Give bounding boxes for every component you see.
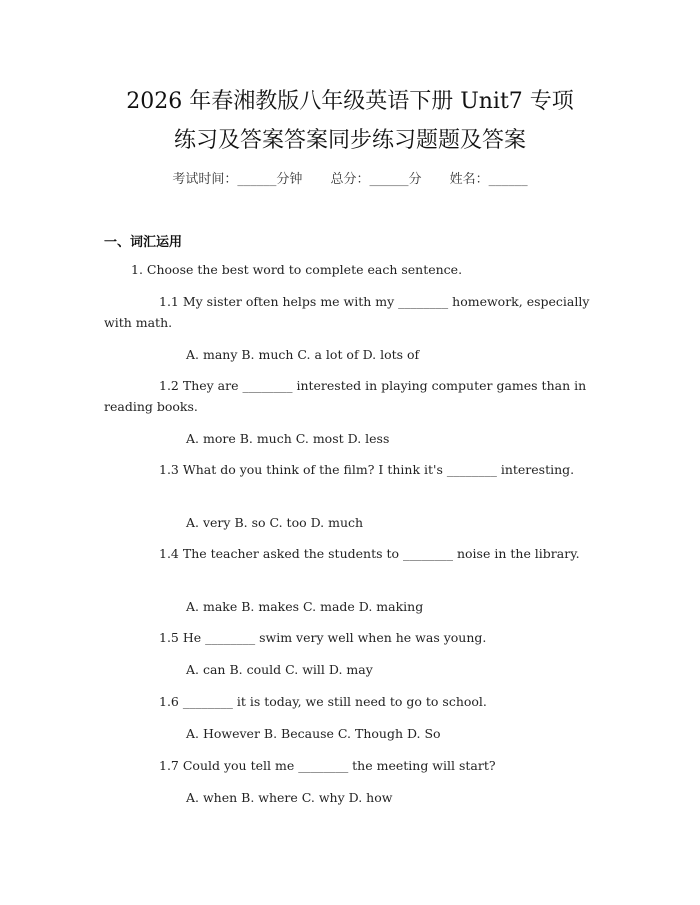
section-heading: 一、词汇运用 [104, 235, 183, 250]
exam-score: 总分：______分 [330, 172, 422, 187]
question-1-7: 1.7 Could you tell me ________ the meeting will start? [159, 758, 496, 773]
question-1-3: 1.3 What do you think of the film? I think it's ________ interesting. [159, 462, 575, 477]
question-1-5: 1.5 He ________ swim very well when he was young. [159, 630, 487, 645]
options-1-7: A. when B. where C. why D. how [186, 790, 393, 805]
options-1-6: A. However B. Because C. Though D. So [186, 726, 441, 741]
options-1-5: A. can B. could C. will D. may [186, 662, 373, 677]
student-name: 姓名：______ [449, 172, 528, 187]
question-1-1: 1.1 My sister often helps me with my ________ homework, especially with math. [104, 294, 590, 330]
options-1-4: A. make B. makes C. made D. making [186, 599, 424, 614]
document-title [60, 82, 640, 160]
question-1-6: 1.6 ________ it is today, we still need to go to school. [159, 694, 487, 709]
options-1-3: A. very B. so C. too D. much [186, 515, 364, 530]
options-1-1: A. many B. much C. a lot of D. lots of [186, 347, 420, 362]
section-instruction: 1. Choose the best word to complete each sentence. [131, 262, 463, 277]
options-1-2: A. more B. much C. most D. less [186, 431, 390, 446]
exam-info [0, 168, 700, 187]
title-line-1: 2026 年春湘教版八年级英语下册 Unit7 专项 [126, 89, 574, 114]
title-line-2: 练习及答案答案同步练习题题及答案 [173, 128, 526, 153]
question-1-2: 1.2 They are ________ interested in playing computer games than in reading books. [104, 378, 587, 414]
exam-time: 考试时间：______分钟 [172, 172, 303, 187]
question-1-4: 1.4 The teacher asked the students to ________ noise in the library. [159, 546, 580, 561]
